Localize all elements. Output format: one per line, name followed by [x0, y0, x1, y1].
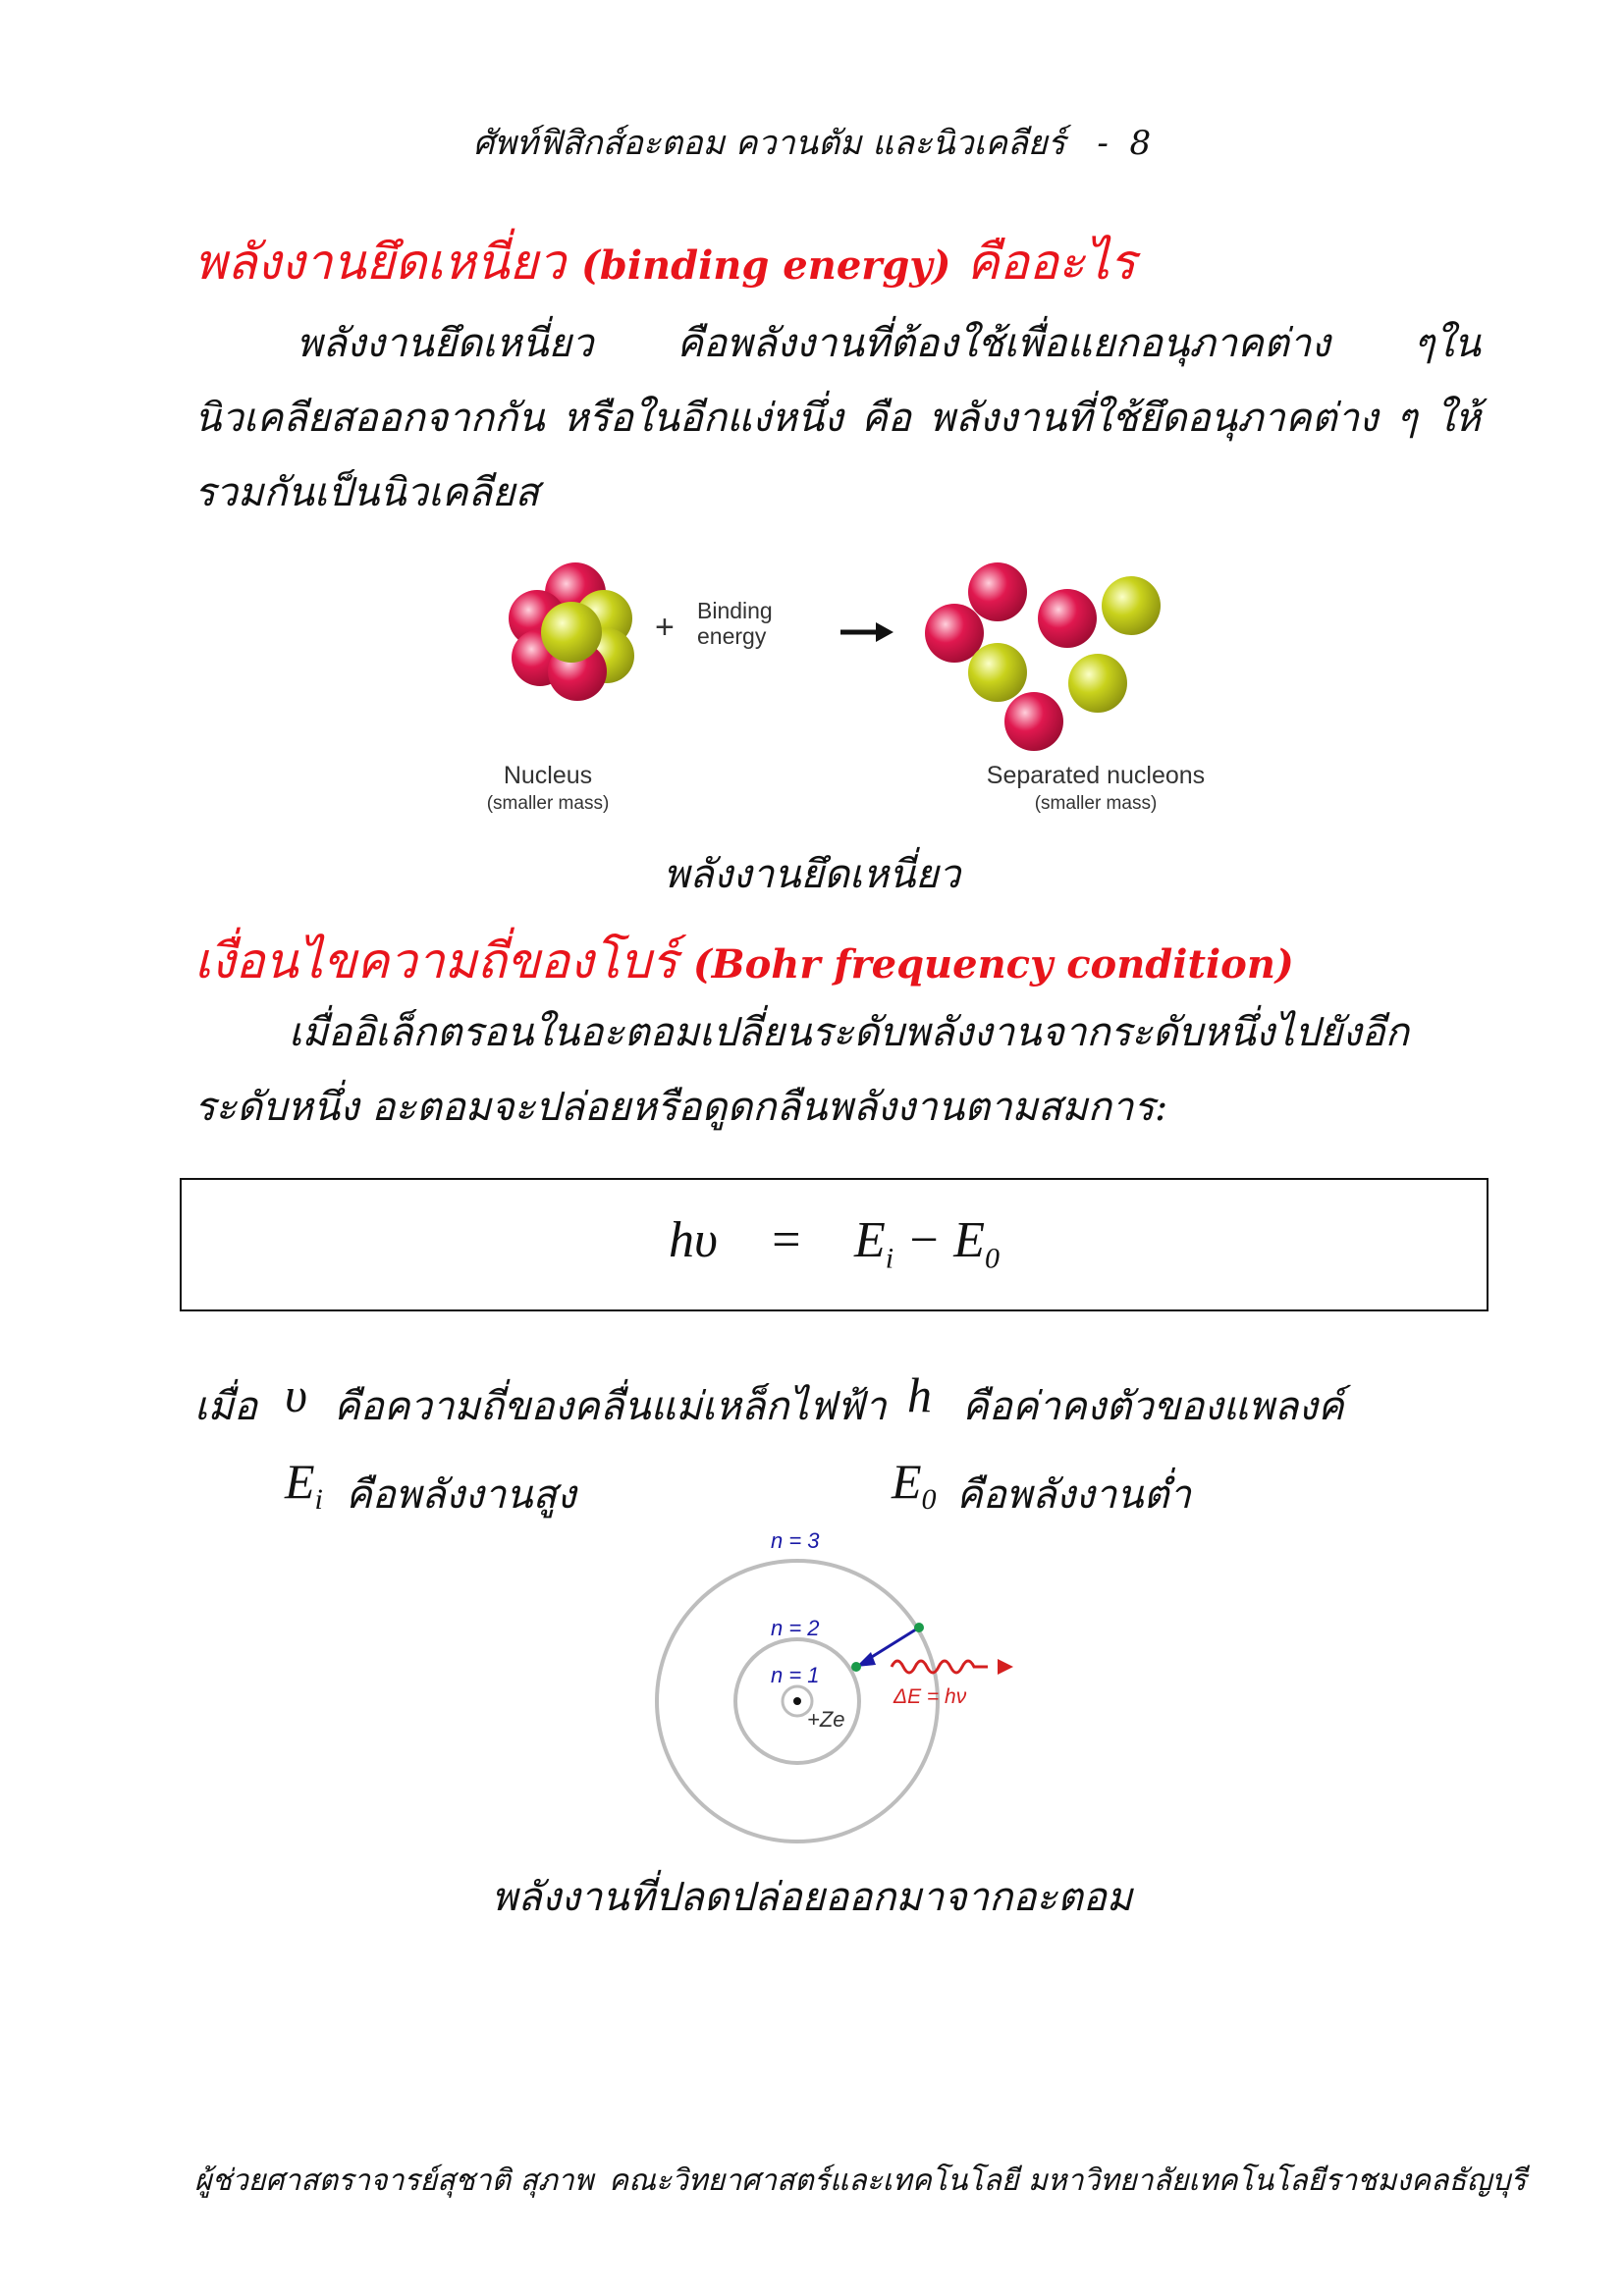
- footer-institution: คณะวิทยาศาสตร์และเทคโนโลยี มหาวิทยาลัยเทคโนโลยีราชมงคลธัญบุรี: [609, 2163, 1527, 2198]
- eq-ei: E: [854, 1212, 886, 1268]
- separated-nucleons: [925, 562, 1161, 751]
- section1-title-tail: คืออะไร: [966, 234, 1136, 291]
- eq-ei-sub: i: [885, 1242, 894, 1275]
- eq-e0-sub: 0: [984, 1242, 1000, 1275]
- plus-sign: +: [655, 609, 675, 646]
- proton-ball: [1004, 692, 1063, 751]
- nucleus-label: +Ze: [807, 1707, 845, 1732]
- neutron-ball: [968, 643, 1027, 702]
- bohr-model-figure: [638, 1526, 1031, 1850]
- def-ei-sub: i: [314, 1483, 323, 1516]
- def-ei-symbol: [285, 1453, 323, 1517]
- label-n3: n = 3: [771, 1528, 820, 1553]
- proton-ball: [968, 562, 1027, 621]
- nucleus-sublabel: (smaller mass): [486, 793, 610, 814]
- nucleus-cluster: [509, 562, 634, 701]
- nucleus-dot: [793, 1697, 801, 1705]
- figure1-caption: พลังงานยึดเหนี่ยว: [663, 852, 961, 897]
- def-ei-letter: E: [285, 1454, 315, 1509]
- section2-title-th: เงื่อนไขความถี่ของโบร์: [194, 933, 677, 989]
- separated-label: Separated nucleons: [986, 762, 1206, 789]
- label-n2: n = 2: [771, 1616, 820, 1640]
- nucleus-label: Nucleus: [503, 762, 593, 789]
- page-header: [0, 116, 1624, 169]
- binding-label-line2: energy: [697, 623, 767, 649]
- header-separator: -: [1097, 124, 1109, 163]
- neutron-ball: [1068, 654, 1127, 713]
- delta-e-label: ΔE = hν: [893, 1685, 967, 1708]
- section2-title-en: (Bohr frequency condition): [692, 941, 1294, 988]
- binding-label-line1: Binding: [697, 598, 773, 623]
- label-n1: n = 1: [771, 1663, 820, 1687]
- section1-paragraph: [194, 306, 1481, 530]
- photon-wave-icon: [892, 1659, 1013, 1675]
- eq-equals: =: [768, 1212, 803, 1268]
- section1-title-en: (binding energy): [580, 242, 951, 289]
- def-nu-symbol: υ: [285, 1367, 307, 1422]
- separated-sublabel: (smaller mass): [1034, 793, 1158, 814]
- page-number: 8: [1129, 124, 1152, 163]
- figure2-caption: พลังงานที่ปลดปล่อยออกมาจากอะตอม: [491, 1875, 1133, 1920]
- eq-e0: E: [953, 1212, 985, 1268]
- section2-body: เมื่ออิเล็กตรอนในอะตอมเปลี่ยนระดับพลังงานจากระดับหนึ่งไปยังอีกระดับหนึ่ง อะตอมจะปล่อยหรือดูดกลืนพลังงานตามสมการ:: [194, 1010, 1409, 1130]
- section1-heading: [194, 224, 1136, 301]
- neutron-ball: [1102, 576, 1161, 635]
- eq-minus: −: [906, 1212, 942, 1268]
- footer-author: ผู้ช่วยศาสตราจารย์สุชาติ สุภาพ: [194, 2163, 594, 2198]
- section2-paragraph: [194, 995, 1481, 1145]
- neutron-ball: [541, 602, 602, 663]
- def-e0-sub: 0: [921, 1483, 937, 1516]
- transition-arrow-icon: [851, 1623, 924, 1672]
- def-e0-text: คือพลังงานต่ำ: [956, 1472, 1191, 1518]
- eq-lhs: hυ: [669, 1212, 718, 1268]
- section2-heading: [194, 923, 1294, 1000]
- def-when: เมื่อ: [194, 1384, 258, 1429]
- def-e0-symbol: [892, 1453, 937, 1517]
- def-nu-text: คือความถี่ของคลื่นแม่เหล็กไฟฟ้า: [334, 1384, 887, 1429]
- proton-ball: [1038, 589, 1097, 648]
- header-title: ศัพท์ฟิสิกส์อะตอม ควานตัม และนิวเคลียร์: [472, 124, 1065, 163]
- def-h-text: คือค่าคงตัวของแพลงค์: [962, 1384, 1344, 1429]
- def-ei-text: คือพลังงานสูง: [346, 1472, 576, 1518]
- def-e0-letter: E: [892, 1454, 922, 1509]
- def-h-symbol: h: [907, 1367, 932, 1422]
- bohr-equation: [182, 1211, 1487, 1275]
- binding-energy-figure: [461, 540, 1267, 834]
- section1-body: พลังงานยึดเหนี่ยว คือพลังงานที่ต้องใช้เพื่อแยกอนุภาคต่าง ๆในนิวเคลียสออกจากกัน หรือในอีกแง่หนึ่ง คือ พลังงานที่ใช้ยึดอนุภาคต่าง ๆ ให้รวมกันเป็นนิวเคลียส: [194, 321, 1481, 515]
- right-arrow-icon: [840, 622, 893, 642]
- equation-box: [180, 1178, 1489, 1311]
- section1-title-th: พลังงานยึดเหนี่ยว: [194, 234, 567, 291]
